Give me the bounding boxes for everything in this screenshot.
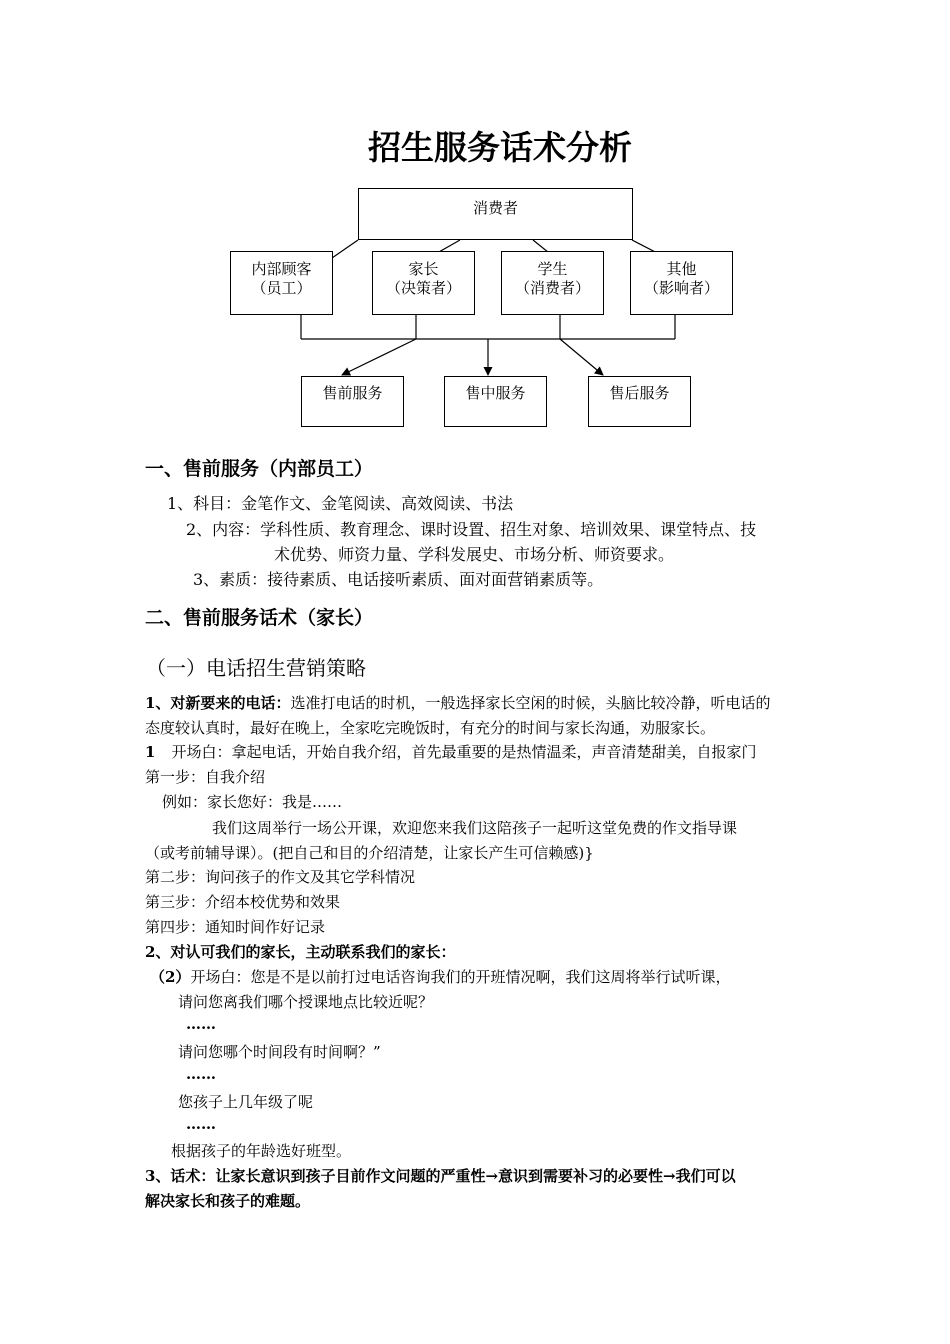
- paragraph-text: 选准打电话的时机，一般选择家长空闲的时候，头脑比较冷静，听电话的: [290, 694, 771, 712]
- paragraph: 3、话术：让家长意识到孩子目前作文问题的严重性→意识到需要补习的必要性→我们可以: [145, 1167, 736, 1185]
- example-text: 例如：家长您好：我是……: [162, 793, 343, 811]
- list-item: 2、内容：学科性质、教育理念、课时设置、招生对象、培训效果、课堂特点、技: [186, 520, 757, 539]
- step-item: 第一步：自我介绍: [145, 768, 266, 786]
- diagram-box-label: 其他: [666, 260, 697, 278]
- paragraph: [150, 966, 730, 987]
- diagram-box-label: 家长: [408, 260, 439, 278]
- step-item: 第四步：通知时间作好记录: [145, 918, 326, 936]
- subsection-heading: （一）电话招生营销策略: [146, 656, 366, 680]
- diagram-box-label: 售前服务: [322, 384, 383, 402]
- diagram-box-label: 售中服务: [465, 384, 526, 402]
- question-text: 您孩子上几年级了呢: [178, 1093, 314, 1111]
- step-item: 第三步：介绍本校优势和效果: [145, 893, 341, 911]
- paragraph-line: 解决家长和孩子的难题。: [145, 1192, 311, 1210]
- diagram-box-sublabel: （员工）: [251, 279, 312, 297]
- paragraph-lead: （2）: [150, 968, 191, 986]
- ellipsis: ……: [186, 1015, 216, 1033]
- paragraph-heading: 2、对认可我们的家长，主动联系我们的家长：: [145, 943, 456, 961]
- diagram-box-insale: [444, 376, 547, 427]
- connector-arrow: [560, 339, 603, 375]
- example-text: （或考前辅导课）。(把自己和目的介绍清楚，让家长产生可信赖感)}: [145, 844, 594, 862]
- diagram-box-consumer: [358, 188, 633, 240]
- page-title: 招生服务话术分析: [368, 128, 632, 167]
- diagram-box-sublabel: （决策者）: [385, 279, 461, 297]
- diagram-box-sublabel: （消费者）: [514, 279, 590, 297]
- diagram-box-label: 内部顾客: [251, 260, 312, 278]
- diagram-box-sublabel: （影响者）: [643, 279, 719, 297]
- diagram-box-label: 学生: [537, 260, 568, 278]
- paragraph-text: 开场白：拿起电话，开始自我介绍，首先最重要的是热情温柔，声音清楚甜美，自报家门: [171, 743, 757, 761]
- paragraph-text: 开场白：您是不是以前打过电话咨询我们的开班情况啊，我们这周将举行试听课，: [190, 968, 731, 986]
- ellipsis: ……: [186, 1065, 216, 1083]
- diagram-box-parent: [372, 251, 475, 315]
- diagram-box-other: [630, 251, 733, 315]
- question-text: 请问您离我们哪个授课地点比较近呢？: [178, 993, 434, 1011]
- paragraph-number: 1: [145, 743, 156, 761]
- paragraph: [145, 741, 756, 762]
- step-item: 第二步：询问孩子的作文及其它学科情况: [145, 868, 416, 886]
- question-text: 根据孩子的年龄选好班型。: [171, 1142, 352, 1160]
- diagram-box-label: 售后服务: [609, 384, 670, 402]
- diagram-box-internal-customer: [230, 251, 333, 315]
- diagram-box-student: [501, 251, 604, 315]
- section-heading: 二、售前服务话术（家长）: [145, 607, 374, 629]
- connector-line: [332, 240, 358, 258]
- diagram-box-aftersale: [588, 376, 691, 427]
- example-text: 我们这周举行一场公开课，欢迎您来我们这陪孩子一起听这堂免费的作文指导课: [212, 819, 738, 837]
- paragraph-line: 态度较认真时，最好在晚上，全家吃完晚饭时，有充分的时间与家长沟通，劝服家长。: [145, 719, 716, 737]
- diagram-box-presale: [301, 376, 404, 427]
- connector-arrow: [342, 339, 416, 375]
- list-item-continuation: 术优势、师资力量、学科发展史、市场分析、师资要求。: [274, 545, 675, 564]
- question-text: 请问您哪个时间段有时间啊？”: [178, 1043, 381, 1061]
- paragraph: [145, 692, 770, 713]
- list-item: 1、科目：金笔作文、金笔阅读、高效阅读、书法: [167, 494, 514, 513]
- paragraph-lead: 1、对新要来的电话：: [145, 694, 291, 712]
- ellipsis: ……: [186, 1115, 216, 1133]
- list-item: 3、素质：接待素质、电话接听素质、面对面营销素质等。: [193, 570, 604, 589]
- section-heading: 一、售前服务（内部员工）: [145, 458, 374, 480]
- diagram-box-label: 消费者: [472, 199, 518, 217]
